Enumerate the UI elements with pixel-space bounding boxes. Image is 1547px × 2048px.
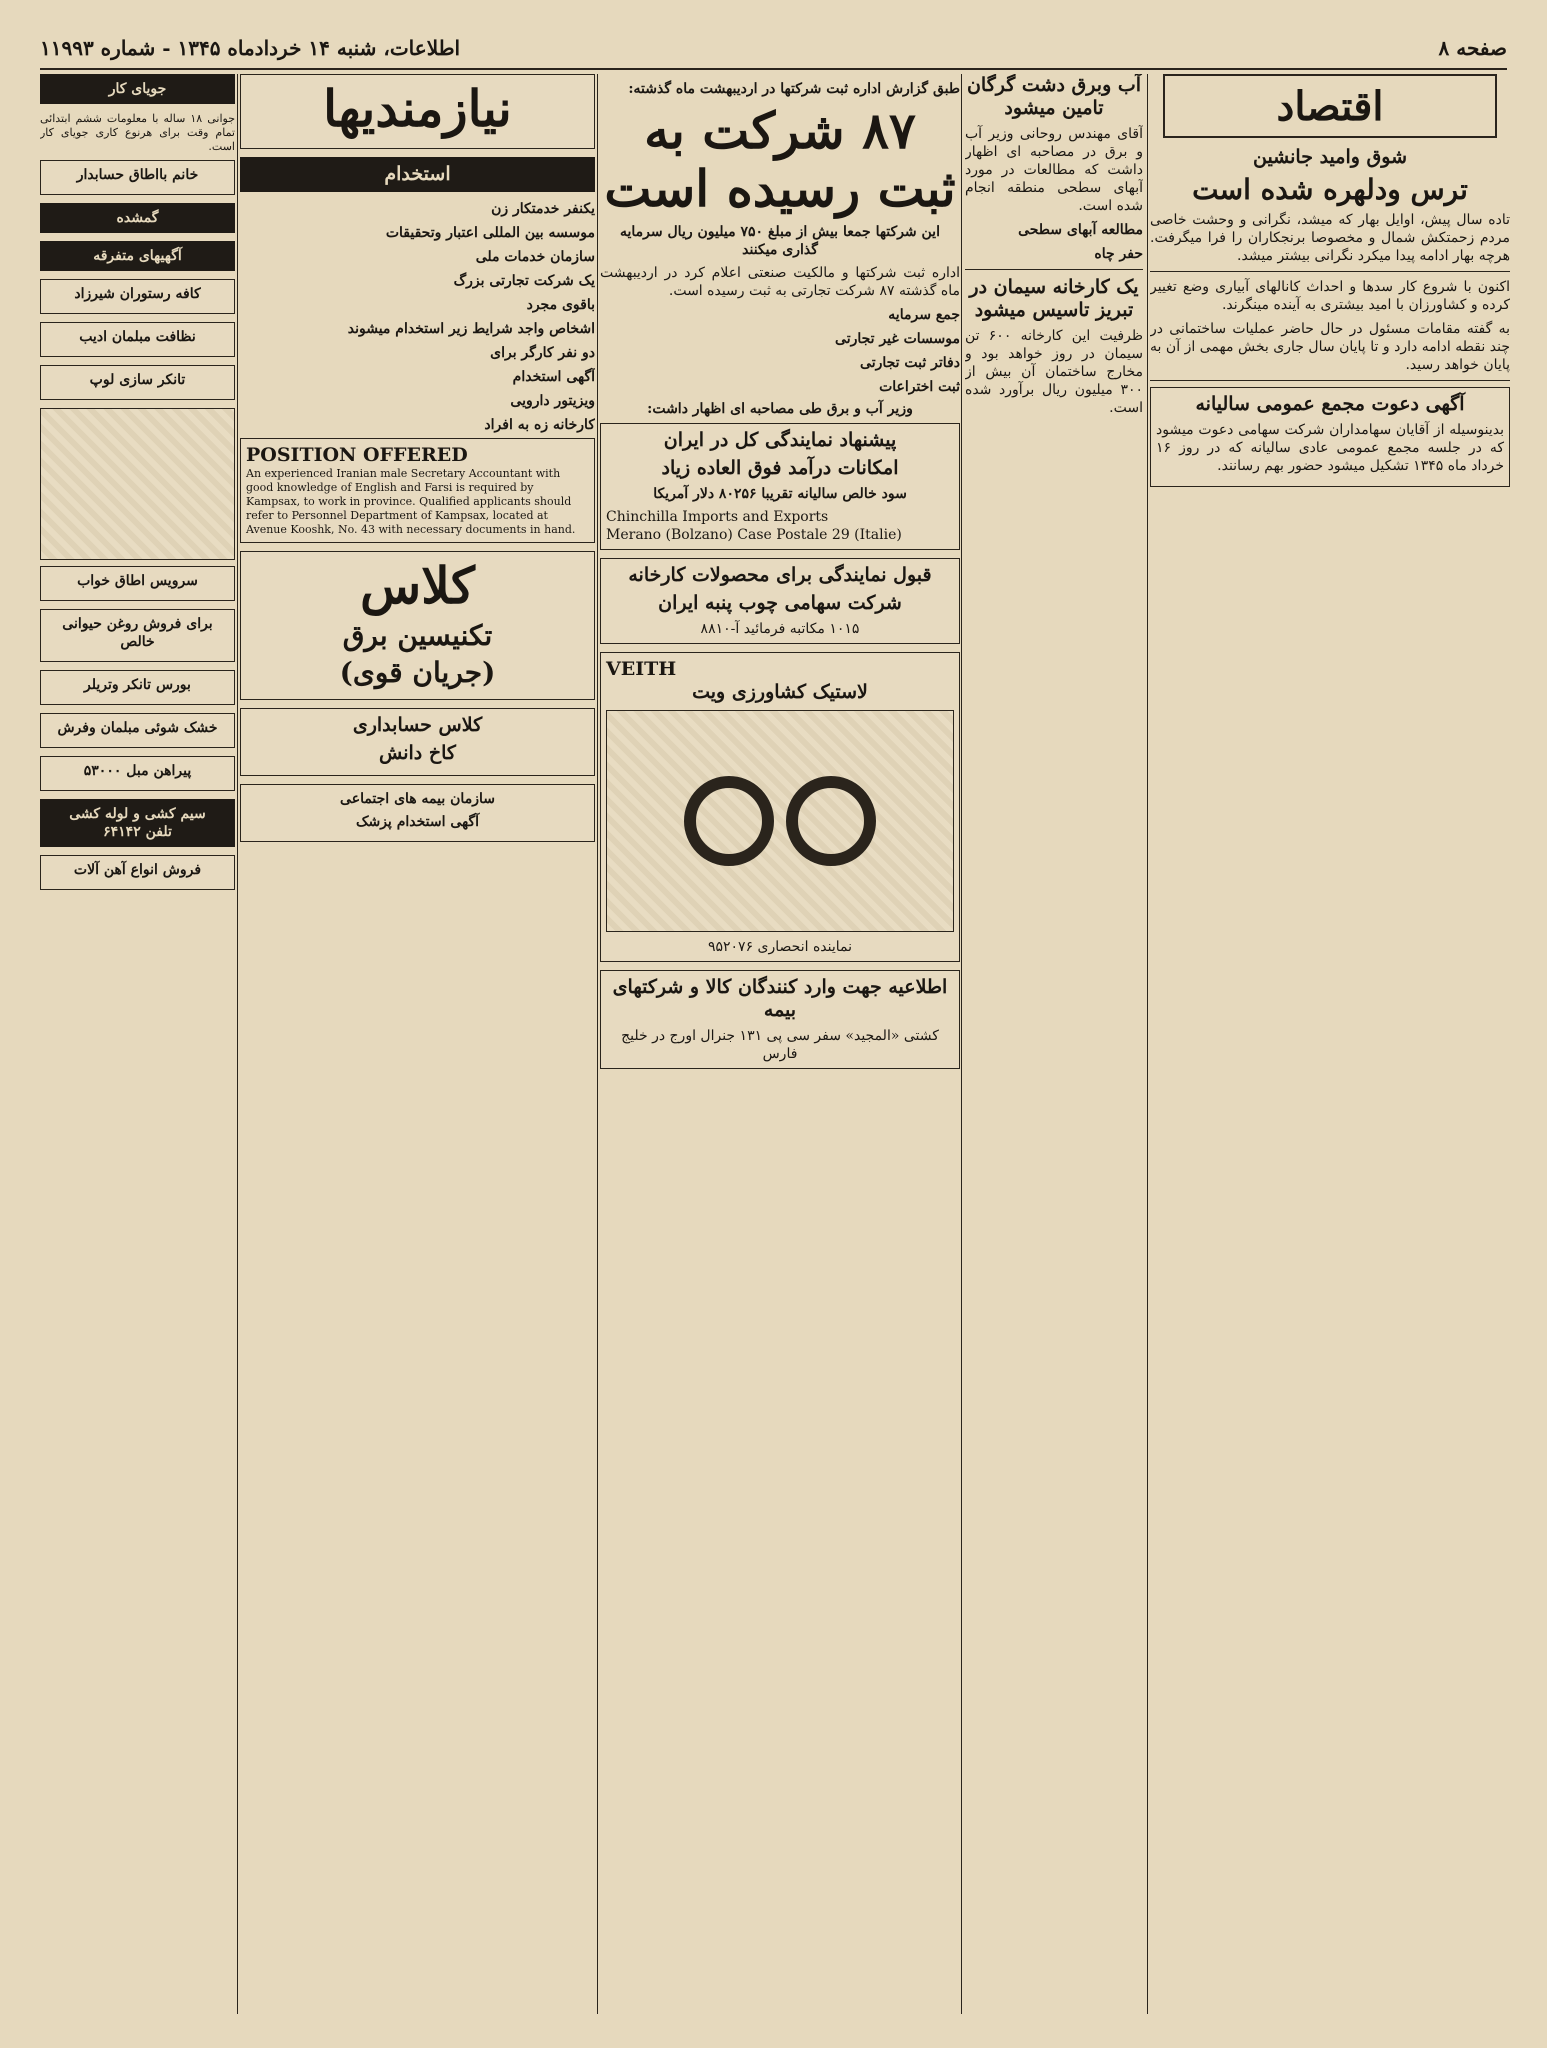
doctor-notice: آگهی استخدام پزشک xyxy=(355,814,480,830)
subhead-surface-water: مطالعه آبهای سطحی xyxy=(1018,222,1143,238)
ad-company: Chinchilla Imports and Exports xyxy=(606,509,829,525)
classifieds-header xyxy=(240,74,595,149)
tire-icon xyxy=(786,776,876,866)
subhead-nonprofit: موسسات غیر تجارتی xyxy=(835,331,960,347)
ad-headline: امکانات درآمد فوق العاده زیاد xyxy=(661,457,899,479)
lead-title-1: شوق وامید جانشین xyxy=(1252,146,1407,168)
ad-workers: دو نفر کارگر برای xyxy=(490,345,595,361)
class-sub2: (جریان قوی) xyxy=(339,656,496,689)
shipping-notice xyxy=(600,970,960,1069)
ad-wiring xyxy=(40,799,235,847)
notice-text: کشتی «المجید» سفر سی پی ۱۳۱ جنرال اورج در خلیج فارس xyxy=(621,1028,939,1062)
ad-title: کافه رستوران شیرزاد xyxy=(74,286,201,302)
ad-title: سرویس اطاق خواب xyxy=(77,573,198,589)
ad-title: خانم بااطاق حسابدار xyxy=(76,167,199,183)
water-column xyxy=(965,74,1143,2014)
ad-shirzad xyxy=(40,279,235,314)
water-headline: آب وبرق دشت گرگان تامین میشود xyxy=(966,74,1142,119)
ad-oil xyxy=(40,609,235,662)
veith-phone: نماینده انحصاری ۹۵۲۰۷۶ xyxy=(707,939,853,955)
misc-banner: آگهیهای متفرقه xyxy=(40,241,235,271)
divider xyxy=(1150,380,1510,381)
ad-title: خشک شوئی مبلمان وفرش xyxy=(57,720,218,736)
ad-sub: سود خالص سالیانه تقریبا ۸۰۲۵۶ دلار آمریکا xyxy=(653,486,907,502)
ad-maid: یکنفر خدمتکار زن xyxy=(491,201,595,217)
assembly-notice xyxy=(1150,387,1510,487)
tire-icon xyxy=(684,776,774,866)
danesh-title: کاخ دانش xyxy=(379,742,456,764)
page-header xyxy=(40,28,1507,70)
ad-title: برای فروش روغن حیوانی خالص xyxy=(62,616,213,650)
position-offered xyxy=(240,438,595,543)
lead-paragraph: تاده سال پیش، اوایل بهار که میشد، نگرانی و وحشت خاصی مردم زحمتکش شمال و مخصوصا برنجکاران را فرا میگرفت. هرچه بهار ادامه پیدا میکرد نگرانی بیشتر میشد. xyxy=(1150,212,1510,264)
veith-ad xyxy=(600,652,960,962)
position-title: POSITION OFFERED xyxy=(246,444,468,466)
ad-title: نظافت مبلمان ادیب xyxy=(79,329,196,345)
employment-banner: استخدام xyxy=(240,157,595,192)
economy-column xyxy=(1150,74,1510,2014)
classifieds-column xyxy=(240,74,595,2014)
ad-factory: کارخانه زه به افراد xyxy=(484,417,595,433)
insurance-logo: سازمان بیمه های اجتماعی xyxy=(340,791,495,807)
veith-brand: VEITH xyxy=(606,658,677,680)
ad-employment: آگهی استخدام xyxy=(512,369,595,385)
ad-visitor: ویزیتور دارویی xyxy=(510,393,595,409)
ad-loop xyxy=(40,365,235,400)
position-text: An experienced Iranian male Secretary Accountant with good knowledge of English and Farsi is required by Kampsax, to work in province. Qualified applicants should refer to Personnel Department of Kampsax, located at Avenue Kooshk, No. 43 with necessary documents in hand. xyxy=(246,467,576,536)
ad-qualified: اشخاص واجد شرایط زیر استخدام میشوند xyxy=(347,321,595,337)
ad-title: بورس تانکر وتریلر xyxy=(84,677,191,693)
coil-image xyxy=(40,408,235,560)
subhead-trade-registry: دفاتر ثبت تجارتی xyxy=(860,355,960,371)
kicker: طبق گزارش اداره ثبت شرکتها در اردیبهشت ماه گذشته: xyxy=(628,81,960,97)
ad-sofa xyxy=(40,756,235,791)
ad-bagh: باقوی مجرد xyxy=(526,297,595,313)
small-ads-column xyxy=(40,74,235,2014)
lead-title-2: ترس ودلهره شده است xyxy=(1192,173,1468,206)
ad-drycleaning xyxy=(40,713,235,748)
class-sub: تکنیسین برق xyxy=(342,619,493,652)
job-seek-text: جوانی ۱۸ ساله با معلومات ششم ابتدائی تمام وقت برای هرنوع کاری جویای کار است. xyxy=(40,112,235,153)
job-seek-banner: جویای کار xyxy=(40,74,235,104)
ad-title: پیشنهاد نمایندگی کل در ایران xyxy=(663,429,897,451)
class-title: کلاس xyxy=(360,556,475,615)
issue-line: اطلاعات، شنبه ۱۴ خردادماه ۱۳۴۵ - شماره ۱۱۹۹۳ xyxy=(40,36,461,60)
class-ad xyxy=(240,551,595,700)
divider xyxy=(965,269,1143,270)
cement-headline: یک کارخانه سیمان در تبریز تاسیس میشود xyxy=(969,276,1139,321)
accounting-ad xyxy=(240,708,595,776)
body-paragraph: اکنون با شروع کار سدها و احداث کانالهای آبیاری وضع تغییر کرده و کشاورزان با امید بیشتری به آینده مینگرند. xyxy=(1150,279,1510,313)
ad-title: پیراهن مبل ۵۳۰۰۰ xyxy=(83,763,192,779)
water-text: آقای مهندس روحانی وزیر آب و برق در مصاحبه ای اظهار داشت که مطالعات در مورد آبهای سطحی منطقه انجام شده است. xyxy=(965,126,1143,214)
insurance-ad xyxy=(240,784,595,842)
ad-title: سیم کشی و لوله کشی xyxy=(69,806,206,822)
column-rule xyxy=(1147,74,1148,2014)
column-rule xyxy=(237,74,238,2014)
column-rule xyxy=(597,74,598,2014)
ad-trading: یک شرکت تجارتی بزرگ xyxy=(453,273,595,289)
ad-phone: ۱۰۱۵ مکاتبه فرمائید آ-۸۸۱۰ xyxy=(700,621,860,637)
ad-title: فروش انواع آهن آلات xyxy=(73,862,202,878)
ad-iron xyxy=(40,855,235,890)
ad-title: تانکر سازی لوپ xyxy=(89,372,186,388)
companies-text: اداره ثبت شرکتها و مالکیت صنعتی اعلام کرد در اردیبهشت ماه گذشته ۸۷ شرکت تجارتی به ثبت رسیده است. xyxy=(600,265,960,299)
economy-logo: اقتصاد xyxy=(1163,74,1497,138)
ad-sub: شرکت سهامی چوب پنبه ایران xyxy=(658,592,902,614)
subhead-patents: ثبت اختراعات xyxy=(879,379,960,395)
divider xyxy=(1150,271,1510,272)
ad-bedroom xyxy=(40,566,235,601)
ad-services: سازمان خدمات ملی xyxy=(475,249,595,265)
lost-banner: گمشده xyxy=(40,203,235,233)
notice-title: آگهی دعوت مجمع عمومی سالیانه xyxy=(1195,393,1465,415)
mid-title: وزیر آب و برق طی مصاحبه ای اظهار داشت: xyxy=(647,401,913,417)
body-paragraph: به گفته مقامات مسئول در حال حاضر عملیات ساختمانی در چند نقطه ادامه دارد و تا پایان سال جاری بخش مهمی از آن به پایان خواهد رسید. xyxy=(1150,321,1510,373)
ad-adib xyxy=(40,322,235,357)
cork-ad xyxy=(600,558,960,644)
companies-column xyxy=(600,74,960,2014)
accounting-title: کلاس حسابداری xyxy=(352,714,483,736)
notice-text: بدینوسیله از آقایان سهامداران شرکت سهامی دعوت میشود که در جلسه مجمع عمومی عادی سالیانه که در روز ۱۶ خرداد ماه ۱۳۴۵ تشکیل میشود حضور بهم رسانند. xyxy=(1156,422,1504,474)
ad-tanker xyxy=(40,670,235,705)
classifieds-title: نیازمندیها xyxy=(323,79,512,138)
veith-title: لاستیک کشاورزی ویت xyxy=(692,681,868,703)
cement-text: ظرفیت این کارخانه ۶۰۰ تن سیمان در روز خواهد بود و مخارج ساختمان آن بیش از ۳۰۰ میلیون ریال برآورد شده است. xyxy=(965,328,1143,416)
subhead-capital: جمع سرمایه xyxy=(888,307,960,323)
tire-image xyxy=(606,710,954,932)
deck: این شرکتها جمعا بیش از مبلغ ۷۵۰ میلیون ریال سرمایه گذاری میکنند xyxy=(620,224,940,258)
main-headline: ۸۷ شرکت به ثبت رسیده است xyxy=(604,101,956,218)
column-rule xyxy=(961,74,962,2014)
ad-title: قبول نمایندگی برای محصولات کارخانه xyxy=(628,564,932,586)
chinchilla-ad xyxy=(600,423,960,550)
notice-title: اطلاعیه جهت وارد کنندگان کالا و شرکتهای بیمه xyxy=(612,976,948,1021)
ad-address: Merano (Bolzano) Case Postale 29 (Italie) xyxy=(606,527,902,543)
subhead-well: حفر چاه xyxy=(1094,246,1143,262)
ad-phone: تلفن ۶۴۱۴۲ xyxy=(103,824,172,840)
ad-credit: موسسه بین المللی اعتبار وتحقیقات xyxy=(385,225,595,241)
ad-accountant xyxy=(40,160,235,195)
page-number: صفحه ۸ xyxy=(1438,36,1507,60)
